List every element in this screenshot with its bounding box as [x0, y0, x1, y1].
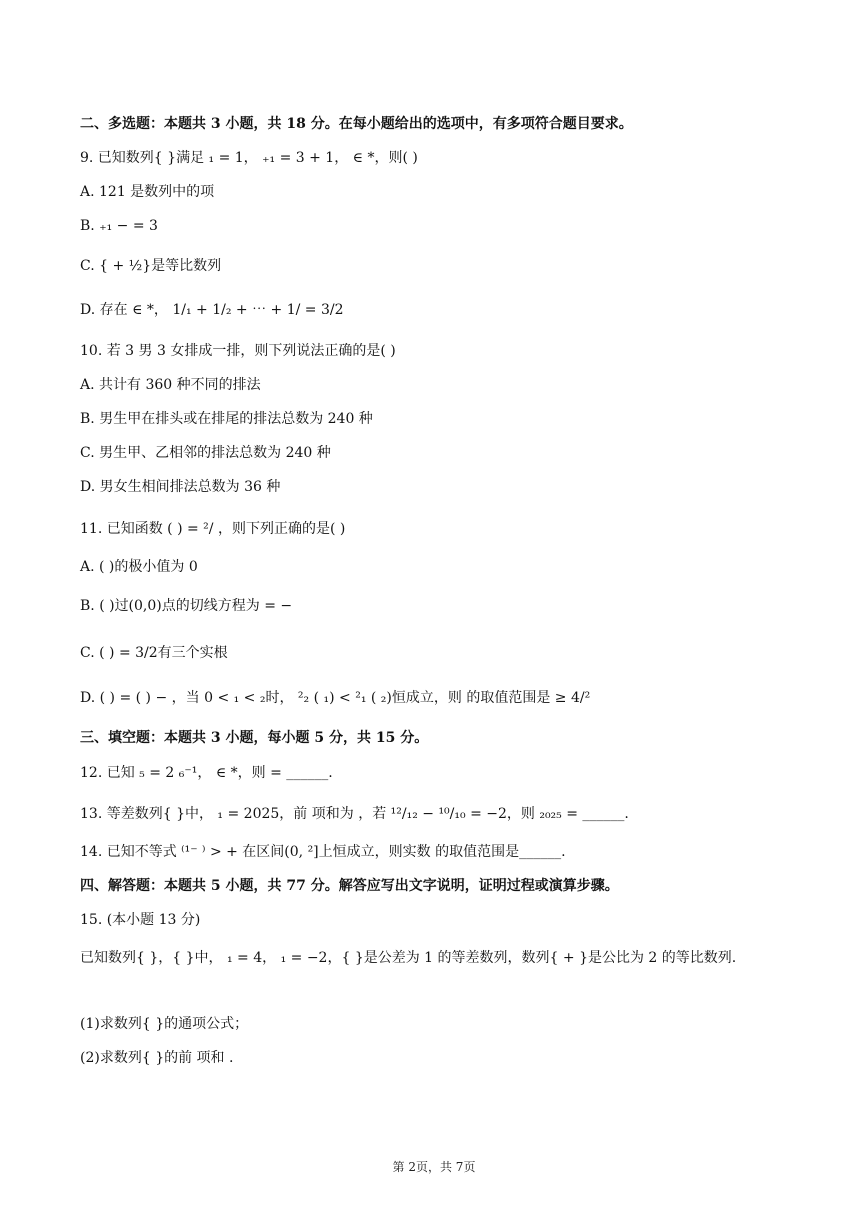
section-header-answer: 四、解答题：本题共 5 小题，共 77 分。解答应写出文字说明，证明过程或演算步骤。 — [80, 878, 619, 894]
question-9-option-c: C. { + ½}是等比数列 — [80, 258, 222, 274]
question-9-option-b: B. ₊₁ − = 3 — [80, 218, 158, 234]
question-15-stem: 已知数列{ }，{ }中， ₁ = 4， ₁ = −2，{ }是公差为 1 的等差数列，数列{ + }是公比为 2 的等比数列. — [80, 950, 737, 966]
question-11-stem: 11. 已知函数 ( ) = ²/ ，则下列正确的是( ) — [80, 521, 346, 537]
question-15-part-2: (2)求数列{ }的前 项和 . — [80, 1050, 234, 1066]
question-9-option-a: A. 121 是数列中的项 — [80, 184, 215, 200]
section-header-fill-blank: 三、填空题：本题共 3 小题，每小题 5 分，共 15 分。 — [80, 730, 429, 746]
question-13: 13. 等差数列{ }中， ₁ = 2025，前 项和为 ，若 ¹²/₁₂ − ¹⁰/₁₀ = −2，则 ₂₀₂₅ = ______. — [80, 806, 629, 822]
question-10-option-d: D. 男女生相间排法总数为 36 种 — [80, 479, 281, 495]
question-11-option-b: B. ( )过(0,0)点的切线方程为 = − — [80, 598, 293, 614]
question-15-part-1: (1)求数列{ }的通项公式； — [80, 1016, 249, 1032]
question-15-title: 15. (本小题 13 分) — [80, 912, 201, 928]
question-11-option-d: D. ( ) = ( ) − ，当 0 < ₁ < ₂时， ²₂ ( ₁) < ²₁ ( ₂)恒成立，则 的取值范围是 ≥ 4/² — [80, 690, 591, 706]
question-10-option-c: C. 男生甲、乙相邻的排法总数为 240 种 — [80, 445, 331, 461]
section-header-multi-choice: 二、多选题：本题共 3 小题，共 18 分。在每小题给出的选项中，有多项符合题目要求。 — [80, 116, 633, 132]
question-9-stem: 9. 已知数列{ }满足 ₁ = 1， ₊₁ = 3 + 1， ∈ *，则( ) — [80, 150, 418, 166]
question-14: 14. 已知不等式 ⁽¹⁻ ⁾ > + 在区间(0, ²]上恒成立，则实数 的取值范围是______. — [80, 844, 566, 860]
question-11-option-a: A. ( )的极小值为 0 — [80, 559, 198, 575]
question-12: 12. 已知 ₅ = 2 ₆⁻¹， ∈ *，则 = ______. — [80, 765, 333, 781]
question-10-option-b: B. 男生甲在排头或在排尾的排法总数为 240 种 — [80, 411, 373, 427]
question-11-option-c: C. ( ) = 3/2有三个实根 — [80, 645, 228, 661]
question-9-option-d: D. 存在 ∈ *， 1/₁ + 1/₂ + ⋯ + 1/ = 3/2 — [80, 302, 344, 318]
page-footer: 第 2页，共 7页 — [392, 1160, 476, 1174]
question-10-stem: 10. 若 3 男 3 女排成一排，则下列说法正确的是( ) — [80, 343, 396, 359]
question-10-option-a: A. 共计有 360 种不同的排法 — [80, 377, 261, 393]
